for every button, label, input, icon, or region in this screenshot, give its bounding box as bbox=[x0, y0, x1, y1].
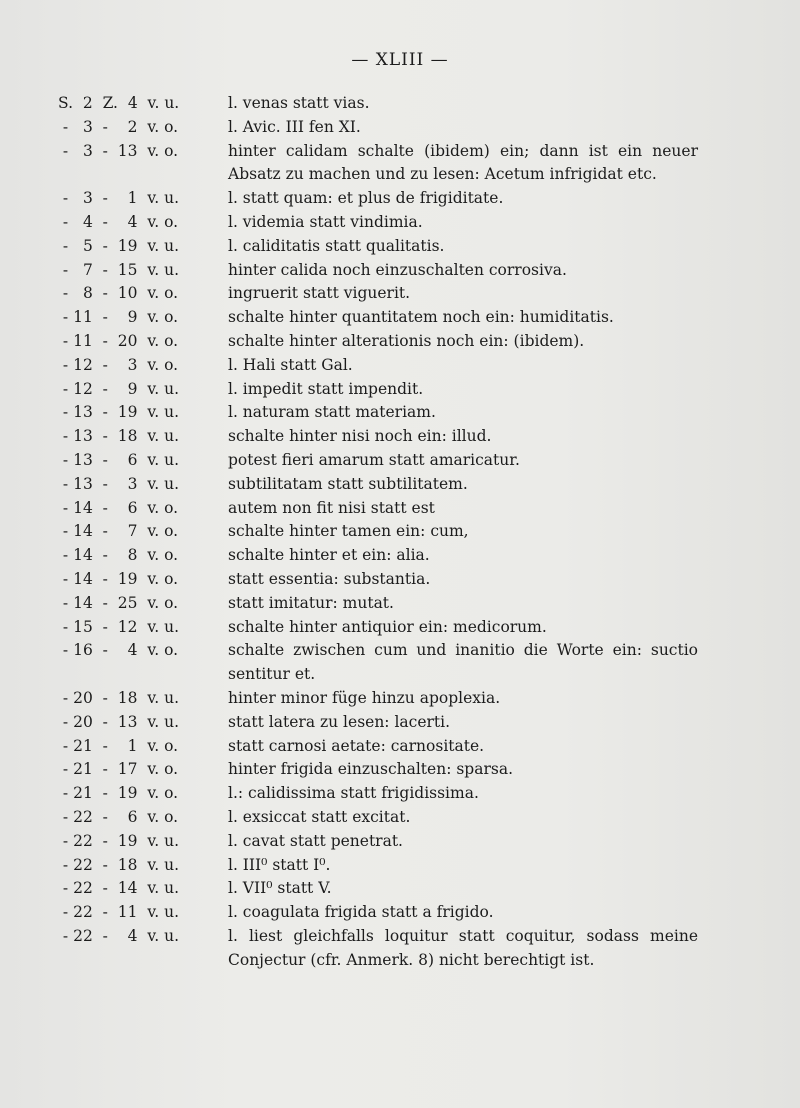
errata-correction: statt carnosi aetate: carnositate. bbox=[228, 736, 485, 755]
errata-row bbox=[58, 544, 698, 568]
errata-row bbox=[58, 854, 698, 878]
errata-reference: - 11 - 20 v. o. bbox=[58, 331, 179, 350]
errata-correction: l. cavat statt penetrat. bbox=[228, 831, 403, 850]
errata-row bbox=[58, 877, 698, 901]
errata-row bbox=[58, 116, 698, 140]
errata-row bbox=[58, 711, 698, 735]
errata-reference: - 14 - 25 v. o. bbox=[58, 593, 179, 612]
errata-reference: - 14 - 19 v. o. bbox=[58, 569, 179, 588]
errata-reference: - 15 - 12 v. u. bbox=[58, 617, 180, 636]
errata-reference: - 13 - 6 v. u. bbox=[58, 450, 180, 469]
errata-reference: - 5 - 19 v. u. bbox=[58, 236, 180, 255]
errata-reference: - 7 - 15 v. u. bbox=[58, 260, 180, 279]
errata-row bbox=[58, 925, 698, 973]
errata-row bbox=[58, 401, 698, 425]
errata-row bbox=[58, 187, 698, 211]
errata-reference: - 3 - 1 v. u. bbox=[58, 189, 180, 208]
errata-reference: - 21 - 19 v. o. bbox=[58, 784, 179, 803]
errata-reference: - 21 - 17 v. o. bbox=[58, 760, 179, 779]
errata-reference: - 3 - 2 v. o. bbox=[58, 117, 179, 136]
errata-correction: l. statt quam: et plus de frigiditate. bbox=[228, 189, 504, 208]
errata-reference: - 4 - 4 v. o. bbox=[58, 212, 179, 231]
errata-reference: - 12 - 9 v. u. bbox=[58, 379, 180, 398]
errata-correction: statt essentia: substantia. bbox=[228, 569, 431, 588]
errata-row bbox=[58, 211, 698, 235]
errata-list bbox=[58, 92, 698, 972]
errata-correction: schalte hinter et ein: alia. bbox=[228, 546, 430, 565]
errata-row bbox=[58, 282, 698, 306]
errata-row bbox=[58, 306, 698, 330]
errata-correction: schalte hinter alterationis noch ein: (ibidem). bbox=[228, 331, 585, 350]
errata-reference: - 22 - 6 v. o. bbox=[58, 807, 179, 826]
errata-row bbox=[58, 568, 698, 592]
errata-row bbox=[58, 330, 698, 354]
errata-correction: l. videmia statt vindimia. bbox=[228, 212, 423, 231]
errata-reference: - 14 - 6 v. o. bbox=[58, 498, 179, 517]
errata-correction: statt latera zu lesen: lacerti. bbox=[228, 712, 451, 731]
errata-reference: - 13 - 18 v. u. bbox=[58, 427, 180, 446]
errata-row bbox=[58, 520, 698, 544]
errata-correction: schalte hinter tamen ein: cum, bbox=[228, 522, 469, 541]
errata-correction: hinter minor füge hinzu apoplexia. bbox=[228, 688, 501, 707]
errata-reference: - 12 - 3 v. o. bbox=[58, 355, 179, 374]
errata-reference: - 11 - 9 v. o. bbox=[58, 308, 179, 327]
errata-row bbox=[58, 235, 698, 259]
errata-reference: - 22 - 19 v. u. bbox=[58, 831, 180, 850]
errata-correction: schalte hinter antiquior ein: medicorum. bbox=[228, 617, 547, 636]
page-header-number: — XLIII — bbox=[351, 50, 449, 70]
errata-reference: - 13 - 19 v. u. bbox=[58, 403, 180, 422]
errata-row bbox=[58, 901, 698, 925]
errata-reference: S. 2 Z. 4 v. u. bbox=[58, 94, 180, 112]
errata-correction: l. liest gleichfalls loquitur statt coquitur, sodass meine Conjectur (cfr. Anmerk. 8) nicht berechtigt ist. bbox=[228, 926, 698, 969]
errata-correction: l. caliditatis statt qualitatis. bbox=[228, 236, 445, 255]
errata-row bbox=[58, 425, 698, 449]
errata-reference: - 8 - 10 v. o. bbox=[58, 284, 179, 303]
errata-reference: - 14 - 8 v. o. bbox=[58, 546, 179, 565]
errata-correction: potest fieri amarum statt amaricatur. bbox=[228, 450, 520, 469]
errata-reference: - 3 - 13 v. o. bbox=[58, 141, 179, 160]
errata-correction: statt imitatur: mutat. bbox=[228, 593, 394, 612]
errata-correction: autem non fit nisi statt est bbox=[228, 498, 435, 517]
errata-correction: hinter calidam schalte (ibidem) ein; dann ist ein neuer Absatz zu machen und zu lesen: Acetum infrigidat etc. bbox=[228, 141, 698, 184]
errata-row bbox=[58, 473, 698, 497]
errata-row bbox=[58, 378, 698, 402]
errata-row bbox=[58, 830, 698, 854]
errata-correction: schalte hinter quantitatem noch ein: humiditatis. bbox=[228, 308, 614, 327]
errata-reference: - 22 - 18 v. u. bbox=[58, 855, 180, 874]
errata-correction: l. impedit statt impendit. bbox=[228, 379, 424, 398]
errata-row bbox=[58, 449, 698, 473]
errata-correction: schalte zwischen cum und inanitio die Worte ein: suctio sentitur et. bbox=[228, 641, 698, 684]
errata-correction: l. coagulata frigida statt a frigido. bbox=[228, 903, 494, 922]
errata-row bbox=[58, 92, 698, 116]
errata-reference: - 20 - 13 v. u. bbox=[58, 712, 180, 731]
errata-correction: l. III⁰ statt I⁰. bbox=[228, 855, 331, 874]
errata-correction: hinter frigida einzuschalten: sparsa. bbox=[228, 760, 513, 779]
errata-reference: - 22 - 4 v. u. bbox=[58, 926, 180, 945]
errata-reference: - 22 - 14 v. u. bbox=[58, 879, 180, 898]
errata-correction: hinter calida noch einzuschalten corrosiva. bbox=[228, 260, 567, 279]
errata-row bbox=[58, 140, 698, 188]
errata-row bbox=[58, 259, 698, 283]
errata-row bbox=[58, 354, 698, 378]
errata-reference: - 14 - 7 v. o. bbox=[58, 522, 179, 541]
errata-correction: l.: calidissima statt frigidissima. bbox=[228, 784, 479, 803]
errata-row bbox=[58, 806, 698, 830]
errata-reference: - 13 - 3 v. u. bbox=[58, 474, 180, 493]
errata-correction: l. Hali statt Gal. bbox=[228, 355, 353, 374]
errata-row bbox=[58, 616, 698, 640]
errata-correction: ingruerit statt viguerit. bbox=[228, 284, 411, 303]
errata-correction: l. venas statt vias. bbox=[228, 94, 370, 112]
errata-row bbox=[58, 687, 698, 711]
errata-correction: schalte hinter nisi noch ein: illud. bbox=[228, 427, 492, 446]
errata-reference: - 16 - 4 v. o. bbox=[58, 641, 179, 660]
errata-correction: subtilitatam statt subtilitatem. bbox=[228, 474, 468, 493]
errata-reference: - 20 - 18 v. u. bbox=[58, 688, 180, 707]
errata-row bbox=[58, 758, 698, 782]
errata-row bbox=[58, 592, 698, 616]
errata-reference: - 22 - 11 v. u. bbox=[58, 903, 180, 922]
errata-correction: l. VII⁰ statt V. bbox=[228, 879, 332, 898]
errata-reference: - 21 - 1 v. o. bbox=[58, 736, 179, 755]
errata-row bbox=[58, 735, 698, 759]
errata-row bbox=[58, 639, 698, 687]
errata-correction: l. naturam statt materiam. bbox=[228, 403, 436, 422]
errata-correction: l. exsiccat statt excitat. bbox=[228, 807, 411, 826]
errata-correction: l. Avic. III fen XI. bbox=[228, 117, 361, 136]
errata-row bbox=[58, 782, 698, 806]
errata-row bbox=[58, 497, 698, 521]
